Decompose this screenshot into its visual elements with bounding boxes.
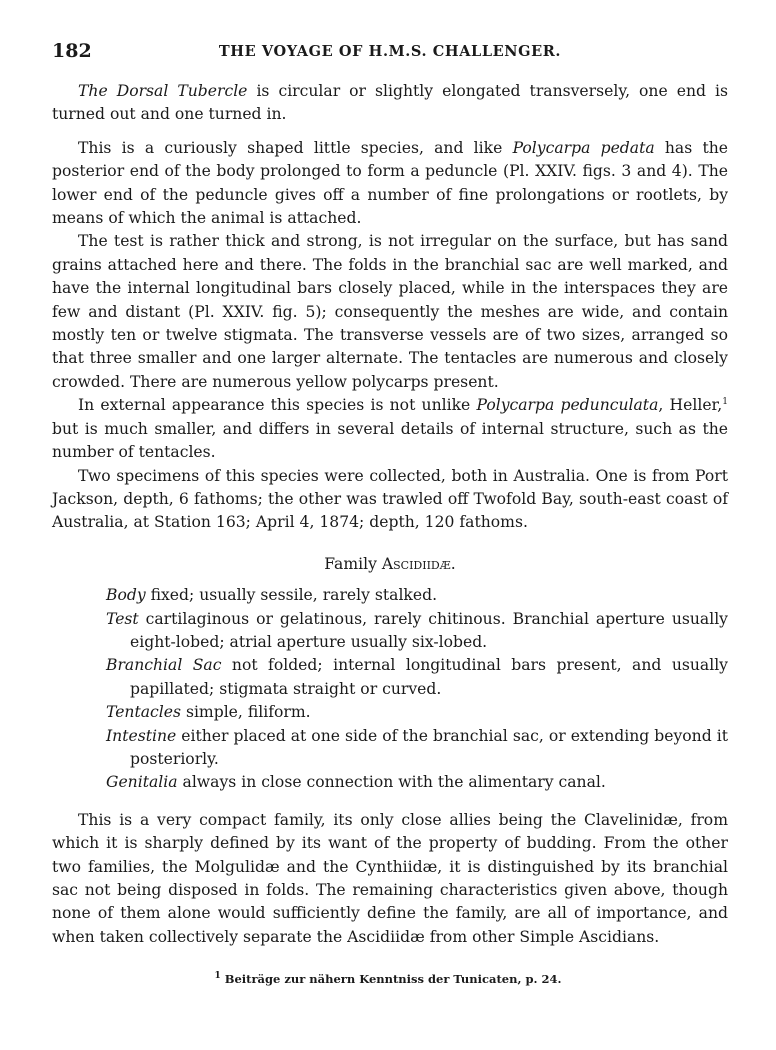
definition-test bbox=[106, 608, 728, 655]
paragraph-text: is circular or slightly elongated transversely, one end is turned out and one turned in. bbox=[52, 82, 728, 124]
definition-branchial-sac bbox=[106, 654, 728, 701]
family-prefix: Family bbox=[324, 554, 382, 573]
page-body bbox=[52, 80, 728, 949]
definition-tentacles bbox=[106, 701, 728, 724]
family-heading bbox=[52, 553, 728, 576]
footnote-text: Beiträge zur nähern Kenntniss der Tunicaten, p. 24. bbox=[220, 972, 562, 986]
definition-term: Genitalia bbox=[106, 773, 178, 792]
paragraph-species-shape bbox=[52, 137, 728, 231]
definition-text: cartilaginous or gelatinous, rarely chitinous. Branchial aperture usually eight-lobed; atrial aperture usually six-lobed. bbox=[130, 609, 728, 651]
definition-term: Intestine bbox=[106, 726, 177, 745]
definition-term: Test bbox=[106, 609, 139, 628]
page-number: 182 bbox=[52, 40, 92, 62]
definition-text: either placed at one side of the branchial sac, or extending beyond it posteriorly. bbox=[130, 726, 728, 768]
paragraph-dorsal-tubercle bbox=[52, 80, 728, 127]
paragraph-external-appearance bbox=[52, 394, 728, 464]
definition-intestine bbox=[106, 725, 728, 772]
definition-text: simple, filiform. bbox=[180, 703, 311, 722]
definition-term: Tentacles bbox=[106, 703, 181, 722]
footnote bbox=[0, 972, 776, 986]
paragraph-text: , Heller, bbox=[658, 396, 723, 415]
definition-body bbox=[106, 584, 728, 607]
section-lead: The Dorsal Tubercle bbox=[78, 82, 248, 100]
paragraph-text: In external appearance this species is not unlike bbox=[78, 396, 477, 415]
definition-genitalia bbox=[106, 771, 728, 794]
paragraph-text: but is much smaller, and differs in several details of internal structure, such as the number of tentacles. bbox=[52, 419, 728, 462]
paragraph-text: has the posterior end of the body prolonged to form a peduncle (Pl. XXIV. figs. 3 and 4). The lower end of the peduncle gives off a number of fine prolongations or rootlets, by means of which the animal is attached. bbox=[52, 138, 728, 228]
paragraph-test-description: The test is rather thick and strong, is not irregular on the surface, but has sand grains attached here and there. The folds in the branchial sac are well marked, and have the internal longitudinal bars closely placed, while in the interspaces they are few and distant (Pl. XXIV. fig. 5); consequently the meshes are wide, and contain mostly ten or twelve stigmata. The transverse vessels are of two sizes, arranged so that three smaller and one larger alternate. The tentacles are numerous and closely crowded. There are numerous yellow polycarps present. bbox=[52, 232, 728, 391]
definition-term: Body bbox=[106, 586, 146, 605]
running-title: THE VOYAGE OF H.M.S. CHALLENGER. bbox=[218, 43, 562, 60]
page-header bbox=[52, 40, 728, 68]
species-name: Polycarpa pedunculata bbox=[476, 396, 659, 415]
definition-text: always in close connection with the alimentary canal. bbox=[177, 773, 606, 792]
definition-text: not folded; internal longitudinal bars present, and usually papillated; stigmata straight or curved. bbox=[130, 656, 728, 698]
family-definitions bbox=[106, 584, 728, 795]
definition-text: fixed; usually sessile, rarely stalked. bbox=[145, 586, 438, 605]
footnote-reference: 1 bbox=[722, 397, 728, 408]
definition-term: Branchial Sac bbox=[106, 656, 222, 675]
footnote-mark: 1 bbox=[214, 971, 221, 982]
paragraph-specimens: Two specimens of this species were collected, both in Australia. One is from Port Jackson, depth, 6 fathoms; the other was trawled off Twofold Bay, south-east coast of Australia, at Station 163; April 4, 1874; depth, 120 fathoms. bbox=[52, 466, 728, 532]
family-name: Ascidiidæ. bbox=[381, 554, 456, 573]
paragraph-text: This is a curiously shaped little species, and like bbox=[78, 138, 513, 157]
species-name: Polycarpa pedata bbox=[512, 138, 655, 157]
paragraph-family-summary: This is a very compact family, its only close allies being the Clavelinidæ, from which it is sharply defined by its want of the property of budding. From the other two families, the Molgulidæ and the Cynthiidæ, it is distinguished by its branchial sac not being disposed in folds. The remaining characteristics given above, though none of them alone would sufficiently define the family, are all of importance, and when taken collectively separate the Ascidiidæ from other Simple Ascidians. bbox=[52, 810, 728, 946]
